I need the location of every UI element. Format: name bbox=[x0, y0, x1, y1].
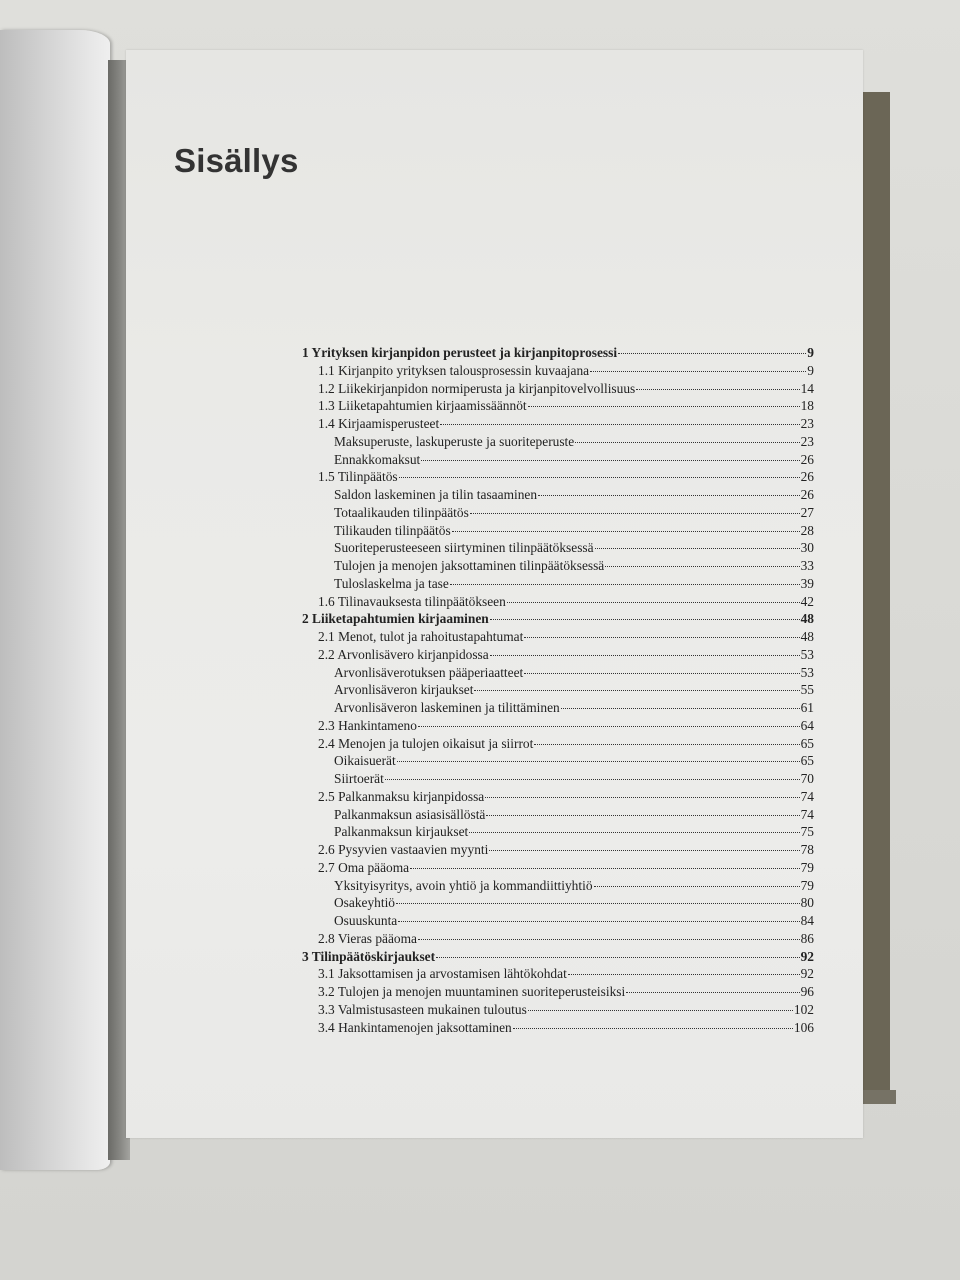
toc-entry-label: 1.5 Tilinpäätös bbox=[318, 469, 398, 485]
toc-entry-page-number: 14 bbox=[800, 380, 814, 396]
toc-entry-label: Yksityisyritys, avoin yhtiö ja kommandiittiyhtiö bbox=[334, 877, 593, 893]
toc-entry-label: Arvonlisäveron laskeminen ja tilittäminen bbox=[334, 700, 560, 715]
toc-entry bbox=[302, 575, 814, 593]
toc-entry-label: 2.2 Arvonlisävero kirjanpidossa bbox=[318, 646, 489, 662]
toc-entry-label: 2.8 Vieras pääoma bbox=[318, 930, 417, 946]
toc-entry bbox=[302, 646, 814, 664]
toc-entry-page-number: 48 bbox=[800, 611, 814, 627]
toc-entry-label: 1.3 Liiketapahtumien kirjaamissäännöt bbox=[318, 398, 527, 414]
toc-entry-label: Oikaisuerät bbox=[334, 753, 396, 769]
toc-entry-label: 2.7 Oma pääoma bbox=[318, 859, 410, 875]
toc-entry bbox=[302, 983, 814, 1001]
left-page-edge bbox=[0, 30, 110, 1170]
toc-leader-dots bbox=[590, 370, 806, 372]
toc-entry-label: 1.4 Kirjaamisperusteet bbox=[318, 416, 440, 431]
toc-leader-dots bbox=[485, 796, 799, 798]
toc-leader-dots bbox=[618, 352, 806, 354]
toc-entry bbox=[302, 965, 814, 983]
toc-entry bbox=[302, 717, 814, 735]
toc-leader-dots bbox=[452, 530, 800, 532]
toc-entry-page-number: 106 bbox=[793, 1019, 814, 1035]
toc-entry-label: 2.1 Menot, tulot ja rahoitustapahtumat bbox=[318, 629, 524, 644]
toc-entry-page-number: 65 bbox=[800, 735, 814, 751]
toc-entry-page-number: 33 bbox=[800, 558, 814, 573]
toc-entry-label: Suoriteperusteeseen siirtyminen tilinpäätöksessä bbox=[334, 540, 594, 556]
toc-entry-page-number: 78 bbox=[800, 842, 814, 857]
toc-leader-dots bbox=[534, 743, 799, 745]
toc-leader-dots bbox=[396, 902, 800, 904]
toc-leader-dots bbox=[474, 689, 799, 691]
cover-edge-bottom bbox=[862, 1090, 896, 1104]
toc-entry-label: 2.3 Hankintameno bbox=[318, 717, 417, 733]
toc-leader-dots bbox=[490, 618, 800, 620]
toc-entry-label: 3.4 Hankintamenojen jaksottaminen bbox=[318, 1019, 512, 1035]
toc-entry-page-number: 42 bbox=[800, 593, 814, 609]
toc-entry-label: 1.1 Kirjanpito yrityksen talousprosessin kuvaajana bbox=[318, 362, 590, 378]
toc-entry bbox=[302, 380, 814, 398]
toc-entry bbox=[302, 1001, 814, 1019]
toc-entry bbox=[302, 912, 814, 930]
toc-entry-page-number: 9 bbox=[807, 362, 814, 378]
toc-entry-page-number: 55 bbox=[800, 682, 814, 698]
toc-entry bbox=[302, 468, 814, 486]
toc-leader-dots bbox=[561, 707, 800, 709]
toc-leader-dots bbox=[595, 547, 800, 549]
toc-leader-dots bbox=[470, 512, 800, 514]
toc-entry-page-number: 26 bbox=[800, 451, 814, 467]
toc-entry-page-number: 48 bbox=[800, 629, 814, 644]
toc-entry-page-number: 102 bbox=[793, 1001, 814, 1017]
toc-entry-label: Ennakkomaksut bbox=[334, 451, 421, 467]
toc-entry-label: 2 Liiketapahtumien kirjaaminen bbox=[302, 611, 489, 627]
toc-leader-dots bbox=[489, 849, 799, 851]
toc-entry-page-number: 79 bbox=[800, 859, 814, 875]
toc-entry-label: Arvonlisäveron kirjaukset bbox=[334, 682, 474, 698]
toc-entry-page-number: 74 bbox=[800, 788, 814, 804]
book-page bbox=[126, 50, 863, 1138]
toc-leader-dots bbox=[385, 778, 800, 780]
toc-entry-page-number: 79 bbox=[800, 877, 814, 893]
toc-leader-dots bbox=[436, 956, 800, 958]
toc-entry-label: Siirtoerät bbox=[334, 771, 384, 786]
toc-leader-dots bbox=[528, 405, 800, 407]
toc-entry bbox=[302, 877, 814, 895]
toc-entry-page-number: 64 bbox=[800, 717, 814, 733]
toc-entry-label: Arvonlisäverotuksen pääperiaatteet bbox=[334, 664, 524, 680]
toc-entry bbox=[302, 486, 814, 504]
toc-entry-label: 1 Yrityksen kirjanpidon perusteet ja kirjanpitoprosessi bbox=[302, 345, 618, 360]
toc-entry-label: Tulojen ja menojen jaksottaminen tilinpäätöksessä bbox=[334, 558, 605, 573]
toc-entry bbox=[302, 451, 814, 469]
toc-leader-dots bbox=[490, 654, 800, 656]
toc-entry bbox=[302, 894, 814, 912]
toc-entry-page-number: 84 bbox=[800, 913, 814, 928]
toc-entry-label: 3.2 Tulojen ja menojen muuntaminen suoriteperusteisiksi bbox=[318, 984, 626, 999]
toc-entry bbox=[302, 770, 814, 788]
toc-entry bbox=[302, 628, 814, 646]
toc-entry-label: Osakeyhtiö bbox=[334, 895, 395, 911]
toc-leader-dots bbox=[399, 476, 800, 478]
toc-leader-dots bbox=[398, 920, 799, 922]
toc-entry-label: 3.3 Valmistusasteen mukainen tuloutus bbox=[318, 1001, 527, 1017]
toc-leader-dots bbox=[605, 565, 799, 567]
toc-entry bbox=[302, 930, 814, 948]
toc-entry-label: Saldon laskeminen ja tilin tasaaminen bbox=[334, 487, 538, 502]
toc-entry-page-number: 74 bbox=[800, 806, 814, 822]
toc-leader-dots bbox=[418, 938, 800, 940]
toc-entry bbox=[302, 664, 814, 682]
toc-entry bbox=[302, 362, 814, 380]
toc-entry-page-number: 96 bbox=[800, 984, 814, 999]
toc-entry-label: Palkanmaksun asiasisällöstä bbox=[334, 806, 486, 822]
toc-entry bbox=[302, 735, 814, 753]
toc-entry-page-number: 26 bbox=[800, 469, 814, 485]
toc-leader-dots bbox=[513, 1027, 793, 1029]
toc-entry bbox=[302, 522, 814, 540]
toc-leader-dots bbox=[440, 423, 799, 425]
toc-entry-page-number: 39 bbox=[800, 575, 814, 591]
toc-entry-label: Maksuperuste, laskuperuste ja suoriteperuste bbox=[334, 433, 575, 449]
toc-leader-dots bbox=[410, 867, 800, 869]
toc-entry-page-number: 70 bbox=[800, 771, 814, 786]
toc-entry-page-number: 53 bbox=[800, 664, 814, 680]
toc-leader-dots bbox=[568, 973, 800, 975]
toc-entry bbox=[302, 593, 814, 611]
toc-entry bbox=[302, 806, 814, 824]
toc-leader-dots bbox=[528, 1009, 793, 1011]
toc-leader-dots bbox=[421, 459, 799, 461]
toc-entry-page-number: 86 bbox=[800, 930, 814, 946]
toc-entry-label: 1.2 Liikekirjanpidon normiperusta ja kirjanpitovelvollisuus bbox=[318, 380, 636, 396]
toc-entry bbox=[302, 344, 814, 362]
toc-entry bbox=[302, 699, 814, 717]
toc-entry-page-number: 28 bbox=[800, 522, 814, 538]
toc-entry bbox=[302, 397, 814, 415]
toc-entry-label: 2.4 Menojen ja tulojen oikaisut ja siirrot bbox=[318, 735, 534, 751]
toc-leader-dots bbox=[486, 814, 799, 816]
toc-entry-page-number: 23 bbox=[800, 416, 814, 431]
toc-entry-label: 1.6 Tilinavauksesta tilinpäätökseen bbox=[318, 593, 506, 609]
toc-entry bbox=[302, 610, 814, 628]
toc-leader-dots bbox=[524, 672, 799, 674]
toc-leader-dots bbox=[626, 991, 799, 993]
table-of-contents bbox=[302, 344, 814, 1036]
toc-leader-dots bbox=[636, 388, 799, 390]
toc-entry-page-number: 92 bbox=[800, 948, 814, 964]
toc-leader-dots bbox=[594, 885, 800, 887]
toc-leader-dots bbox=[469, 831, 799, 833]
toc-leader-dots bbox=[418, 725, 800, 727]
toc-entry-label: 3.1 Jaksottamisen ja arvostamisen lähtökohdat bbox=[318, 966, 567, 982]
toc-entry-label: Totaalikauden tilinpäätös bbox=[334, 504, 469, 520]
toc-leader-dots bbox=[538, 494, 800, 496]
toc-entry-page-number: 65 bbox=[800, 753, 814, 769]
toc-entry-page-number: 26 bbox=[800, 487, 814, 502]
toc-leader-dots bbox=[524, 636, 799, 638]
toc-leader-dots bbox=[397, 760, 800, 762]
toc-entry-label: 3 Tilinpäätöskirjaukset bbox=[302, 948, 436, 964]
toc-entry-page-number: 92 bbox=[800, 966, 814, 982]
toc-entry-page-number: 61 bbox=[800, 700, 814, 715]
toc-entry-label: 2.6 Pysyvien vastaavien myynti bbox=[318, 842, 489, 857]
toc-entry bbox=[302, 433, 814, 451]
toc-entry bbox=[302, 557, 814, 575]
toc-entry bbox=[302, 539, 814, 557]
toc-entry-label: 2.5 Palkanmaksu kirjanpidossa bbox=[318, 788, 485, 804]
toc-leader-dots bbox=[450, 583, 800, 585]
toc-entry bbox=[302, 752, 814, 770]
toc-entry bbox=[302, 841, 814, 859]
toc-entry-page-number: 18 bbox=[800, 398, 814, 414]
toc-entry-page-number: 9 bbox=[807, 345, 814, 360]
toc-entry bbox=[302, 1019, 814, 1037]
toc-entry-label: Osuuskunta bbox=[334, 913, 398, 928]
toc-entry-page-number: 80 bbox=[800, 895, 814, 911]
toc-entry-page-number: 53 bbox=[800, 646, 814, 662]
toc-entry-label: Palkanmaksun kirjaukset bbox=[334, 824, 469, 840]
toc-leader-dots bbox=[507, 601, 800, 603]
toc-entry-page-number: 23 bbox=[800, 433, 814, 449]
toc-entry-label: Tuloslaskelma ja tase bbox=[334, 575, 449, 591]
toc-entry-page-number: 27 bbox=[800, 504, 814, 520]
toc-entry bbox=[302, 788, 814, 806]
toc-entry-label: Tilikauden tilinpäätös bbox=[334, 522, 451, 538]
toc-entry bbox=[302, 859, 814, 877]
toc-entry-page-number: 30 bbox=[800, 540, 814, 556]
toc-entry bbox=[302, 948, 814, 966]
toc-entry bbox=[302, 681, 814, 699]
toc-entry bbox=[302, 415, 814, 433]
toc-entry bbox=[302, 504, 814, 522]
page-title: Sisällys bbox=[174, 142, 299, 179]
toc-entry bbox=[302, 823, 814, 841]
toc-leader-dots bbox=[575, 441, 799, 443]
toc-entry-page-number: 75 bbox=[800, 824, 814, 840]
